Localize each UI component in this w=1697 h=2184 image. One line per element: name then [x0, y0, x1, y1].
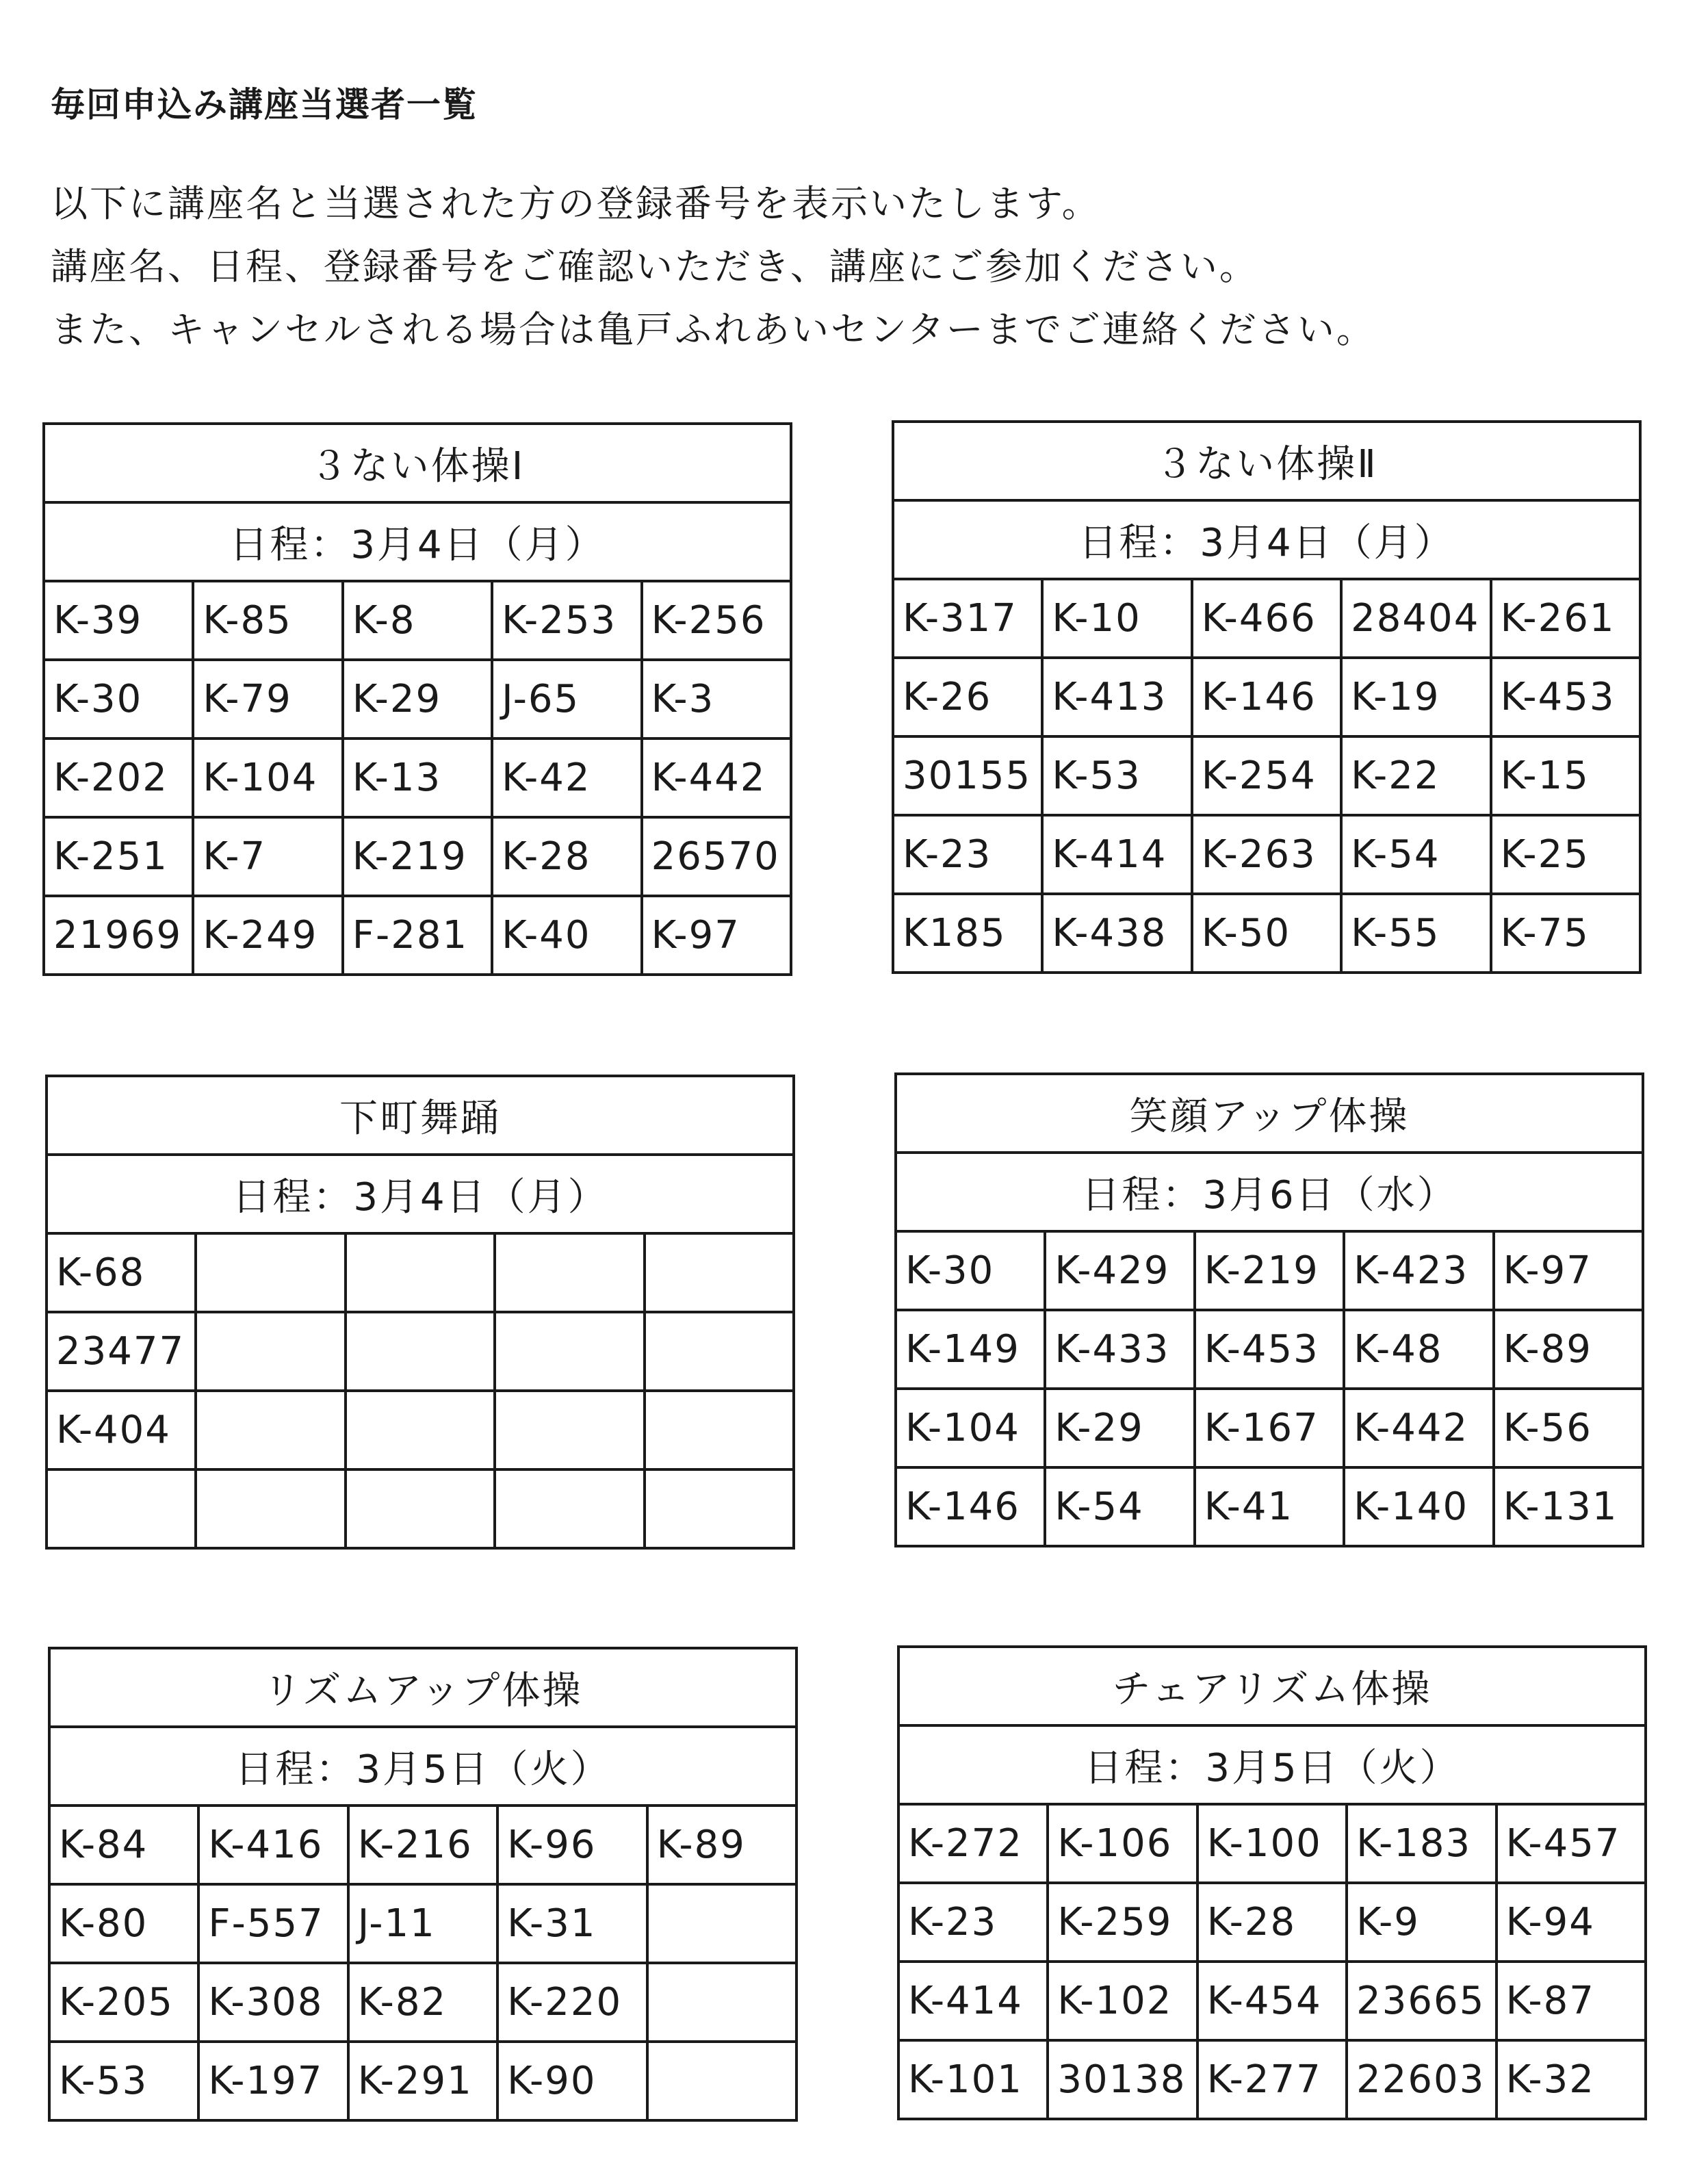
course-name: チェアリズム体操: [898, 1647, 1646, 1725]
registration-number: K-433: [1045, 1310, 1194, 1389]
registration-number: K-30: [896, 1231, 1045, 1310]
registration-number: K-30: [44, 660, 193, 738]
registration-number: K-53: [1042, 736, 1191, 815]
registration-number: K-85: [193, 581, 342, 660]
registration-number: [647, 1884, 796, 1963]
table-row: [893, 579, 1640, 658]
registration-number: K-277: [1197, 2040, 1347, 2119]
registration-number: K-42: [492, 738, 641, 817]
registration-number: K-106: [1048, 1804, 1197, 1883]
table-row: [893, 894, 1640, 973]
registration-number: K-438: [1042, 894, 1191, 973]
page-title: 毎回申込み講座当選者一覧: [51, 85, 478, 125]
table-row: [49, 1884, 796, 1963]
course-schedule: 日程：3月4日（月）: [44, 502, 791, 581]
registration-number: K-26: [893, 658, 1042, 736]
registration-number: K-259: [1048, 1883, 1197, 1962]
registration-number: K-442: [642, 738, 791, 817]
registration-number: K-96: [497, 1806, 647, 1884]
registration-number: K-261: [1491, 579, 1640, 658]
table-row: [893, 658, 1640, 736]
intro-line: 以下に講座名と当選された方の登録番号を表示いたします。: [51, 182, 1101, 225]
registration-number: [346, 1312, 495, 1391]
course-schedule: 日程：3月4日（月）: [47, 1155, 794, 1233]
registration-number: K-56: [1494, 1389, 1643, 1467]
registration-number: [495, 1469, 644, 1548]
registration-number: K-263: [1192, 815, 1341, 894]
table-row: [896, 1231, 1643, 1310]
table-row: [893, 736, 1640, 815]
course-schedule: 日程：3月5日（火）: [49, 1727, 796, 1806]
registration-number: K-82: [348, 1963, 497, 2042]
registration-number: [346, 1469, 495, 1548]
course-schedule: 日程：3月6日（水）: [896, 1153, 1643, 1231]
registration-number: K-220: [497, 1963, 647, 2042]
table-row: [47, 1469, 794, 1548]
registration-number: K-457: [1497, 1804, 1646, 1883]
registration-number: K-40: [492, 896, 641, 975]
course-table-taiso-2: [892, 420, 1642, 974]
table-row: [44, 581, 791, 660]
registration-number: K-68: [47, 1233, 196, 1312]
registration-number: K-249: [193, 896, 342, 975]
table-row: [49, 1963, 796, 2042]
registration-number: K-31: [497, 1884, 647, 1963]
registration-number: K-149: [896, 1310, 1045, 1389]
registration-number: K-146: [896, 1467, 1045, 1546]
registration-number: K-197: [198, 2042, 348, 2120]
course-schedule: 日程：3月5日（火）: [898, 1725, 1646, 1804]
intro-line: 講座名、日程、登録番号をご確認いただき、講座にご参加ください。: [51, 245, 1258, 288]
registration-number: K-50: [1192, 894, 1341, 973]
registration-number: K-414: [898, 1962, 1048, 2040]
course-name: ３ない体操Ⅰ: [44, 424, 791, 502]
registration-number: K-54: [1341, 815, 1490, 894]
registration-number: F-281: [343, 896, 492, 975]
registration-number: K-3: [642, 660, 791, 738]
registration-number: J-65: [492, 660, 641, 738]
registration-number: K-102: [1048, 1962, 1197, 2040]
course-table-taiso-1: [42, 422, 792, 976]
registration-number: K-454: [1197, 1962, 1347, 2040]
registration-number: K-48: [1344, 1310, 1493, 1389]
registration-number: K185: [893, 894, 1042, 973]
registration-number: K-28: [492, 817, 641, 896]
course-table-shitamachi-buyo: [45, 1075, 795, 1550]
registration-number: K-219: [1195, 1231, 1344, 1310]
course-name: 笑顔アップ体操: [896, 1074, 1643, 1153]
registration-number: 21969: [44, 896, 193, 975]
registration-number: [196, 1312, 345, 1391]
registration-number: [495, 1391, 644, 1469]
registration-number: [495, 1233, 644, 1312]
table-row: [896, 1389, 1643, 1467]
registration-number: 23665: [1347, 1962, 1496, 2040]
registration-number: 30155: [893, 736, 1042, 815]
registration-number: K-55: [1341, 894, 1490, 973]
registration-number: K-87: [1497, 1962, 1646, 2040]
registration-number: K-104: [193, 738, 342, 817]
registration-number: [196, 1469, 345, 1548]
registration-number: K-89: [1494, 1310, 1643, 1389]
registration-number: K-22: [1341, 736, 1490, 815]
registration-number: [645, 1469, 794, 1548]
table-row: [898, 1962, 1646, 2040]
registration-number: [647, 1963, 796, 2042]
registration-number: K-453: [1195, 1310, 1344, 1389]
table-row: [47, 1312, 794, 1391]
registration-number: K-75: [1491, 894, 1640, 973]
course-table-chair-rhythm-taiso: [897, 1645, 1647, 2120]
registration-number: K-25: [1491, 815, 1640, 894]
registration-number: 22603: [1347, 2040, 1496, 2119]
registration-number: K-13: [343, 738, 492, 817]
registration-number: F-557: [198, 1884, 348, 1963]
registration-number: K-97: [1494, 1231, 1643, 1310]
registration-number: [645, 1233, 794, 1312]
registration-number: K-19: [1341, 658, 1490, 736]
registration-number: [47, 1469, 196, 1548]
registration-number: K-140: [1344, 1467, 1493, 1546]
registration-number: K-404: [47, 1391, 196, 1469]
registration-number: K-8: [343, 581, 492, 660]
registration-number: K-429: [1045, 1231, 1194, 1310]
registration-number: K-97: [642, 896, 791, 975]
registration-number: K-54: [1045, 1467, 1194, 1546]
registration-number: K-254: [1192, 736, 1341, 815]
registration-number: 23477: [47, 1312, 196, 1391]
table-row: [44, 738, 791, 817]
table-row: [47, 1391, 794, 1469]
registration-number: K-41: [1195, 1467, 1344, 1546]
registration-number: K-205: [49, 1963, 198, 2042]
registration-number: K-23: [898, 1883, 1048, 1962]
registration-number: [495, 1312, 644, 1391]
registration-number: K-308: [198, 1963, 348, 2042]
registration-number: K-84: [49, 1806, 198, 1884]
table-row: [44, 896, 791, 975]
table-row: [44, 817, 791, 896]
registration-number: K-10: [1042, 579, 1191, 658]
registration-number: K-94: [1497, 1883, 1646, 1962]
registration-number: K-183: [1347, 1804, 1496, 1883]
registration-number: K-317: [893, 579, 1042, 658]
registration-number: K-23: [893, 815, 1042, 894]
registration-number: [346, 1233, 495, 1312]
registration-number: K-423: [1344, 1231, 1493, 1310]
table-row: [898, 2040, 1646, 2119]
registration-number: K-442: [1344, 1389, 1493, 1467]
registration-number: K-100: [1197, 1804, 1347, 1883]
table-row: [896, 1310, 1643, 1389]
registration-number: K-167: [1195, 1389, 1344, 1467]
registration-number: K-413: [1042, 658, 1191, 736]
registration-number: [346, 1391, 495, 1469]
registration-number: K-7: [193, 817, 342, 896]
registration-number: K-29: [1045, 1389, 1194, 1467]
registration-number: K-466: [1192, 579, 1341, 658]
course-table-rhythm-up-taiso: [48, 1647, 798, 2122]
registration-number: K-79: [193, 660, 342, 738]
table-row: [898, 1883, 1646, 1962]
registration-number: K-219: [343, 817, 492, 896]
registration-number: K-32: [1497, 2040, 1646, 2119]
registration-number: 26570: [642, 817, 791, 896]
registration-number: K-414: [1042, 815, 1191, 894]
registration-number: [645, 1391, 794, 1469]
registration-number: 30138: [1048, 2040, 1197, 2119]
registration-number: K-202: [44, 738, 193, 817]
course-schedule: 日程：3月4日（月）: [893, 500, 1640, 579]
registration-number: K-104: [896, 1389, 1045, 1467]
table-row: [47, 1233, 794, 1312]
registration-number: K-29: [343, 660, 492, 738]
registration-number: K-253: [492, 581, 641, 660]
registration-number: K-416: [198, 1806, 348, 1884]
registration-number: [196, 1391, 345, 1469]
registration-number: K-291: [348, 2042, 497, 2120]
registration-number: K-453: [1491, 658, 1640, 736]
registration-number: K-131: [1494, 1467, 1643, 1546]
intro-text: [51, 172, 1624, 361]
registration-number: K-272: [898, 1804, 1048, 1883]
intro-line: また、キャンセルされる場合は亀戸ふれあいセンターまでご連絡ください。: [51, 308, 1375, 351]
registration-number: K-146: [1192, 658, 1341, 736]
course-table-egao-up-taiso: [894, 1072, 1644, 1547]
table-row: [896, 1467, 1643, 1546]
registration-number: K-80: [49, 1884, 198, 1963]
registration-number: K-90: [497, 2042, 647, 2120]
registration-number: K-216: [348, 1806, 497, 1884]
registration-number: [645, 1312, 794, 1391]
registration-number: J-11: [348, 1884, 497, 1963]
registration-number: [196, 1233, 345, 1312]
registration-number: K-256: [642, 581, 791, 660]
registration-number: K-15: [1491, 736, 1640, 815]
course-name: 下町舞踊: [47, 1076, 794, 1155]
table-row: [49, 2042, 796, 2120]
registration-number: K-39: [44, 581, 193, 660]
table-row: [893, 815, 1640, 894]
registration-number: K-251: [44, 817, 193, 896]
registration-number: K-101: [898, 2040, 1048, 2119]
registration-number: K-53: [49, 2042, 198, 2120]
table-row: [49, 1806, 796, 1884]
course-name: リズムアップ体操: [49, 1648, 796, 1727]
table-row: [44, 660, 791, 738]
registration-number: K-89: [647, 1806, 796, 1884]
registration-number: K-28: [1197, 1883, 1347, 1962]
registration-number: 28404: [1341, 579, 1490, 658]
registration-number: [647, 2042, 796, 2120]
registration-number: K-9: [1347, 1883, 1496, 1962]
course-name: ３ない体操Ⅱ: [893, 422, 1640, 500]
table-row: [898, 1804, 1646, 1883]
